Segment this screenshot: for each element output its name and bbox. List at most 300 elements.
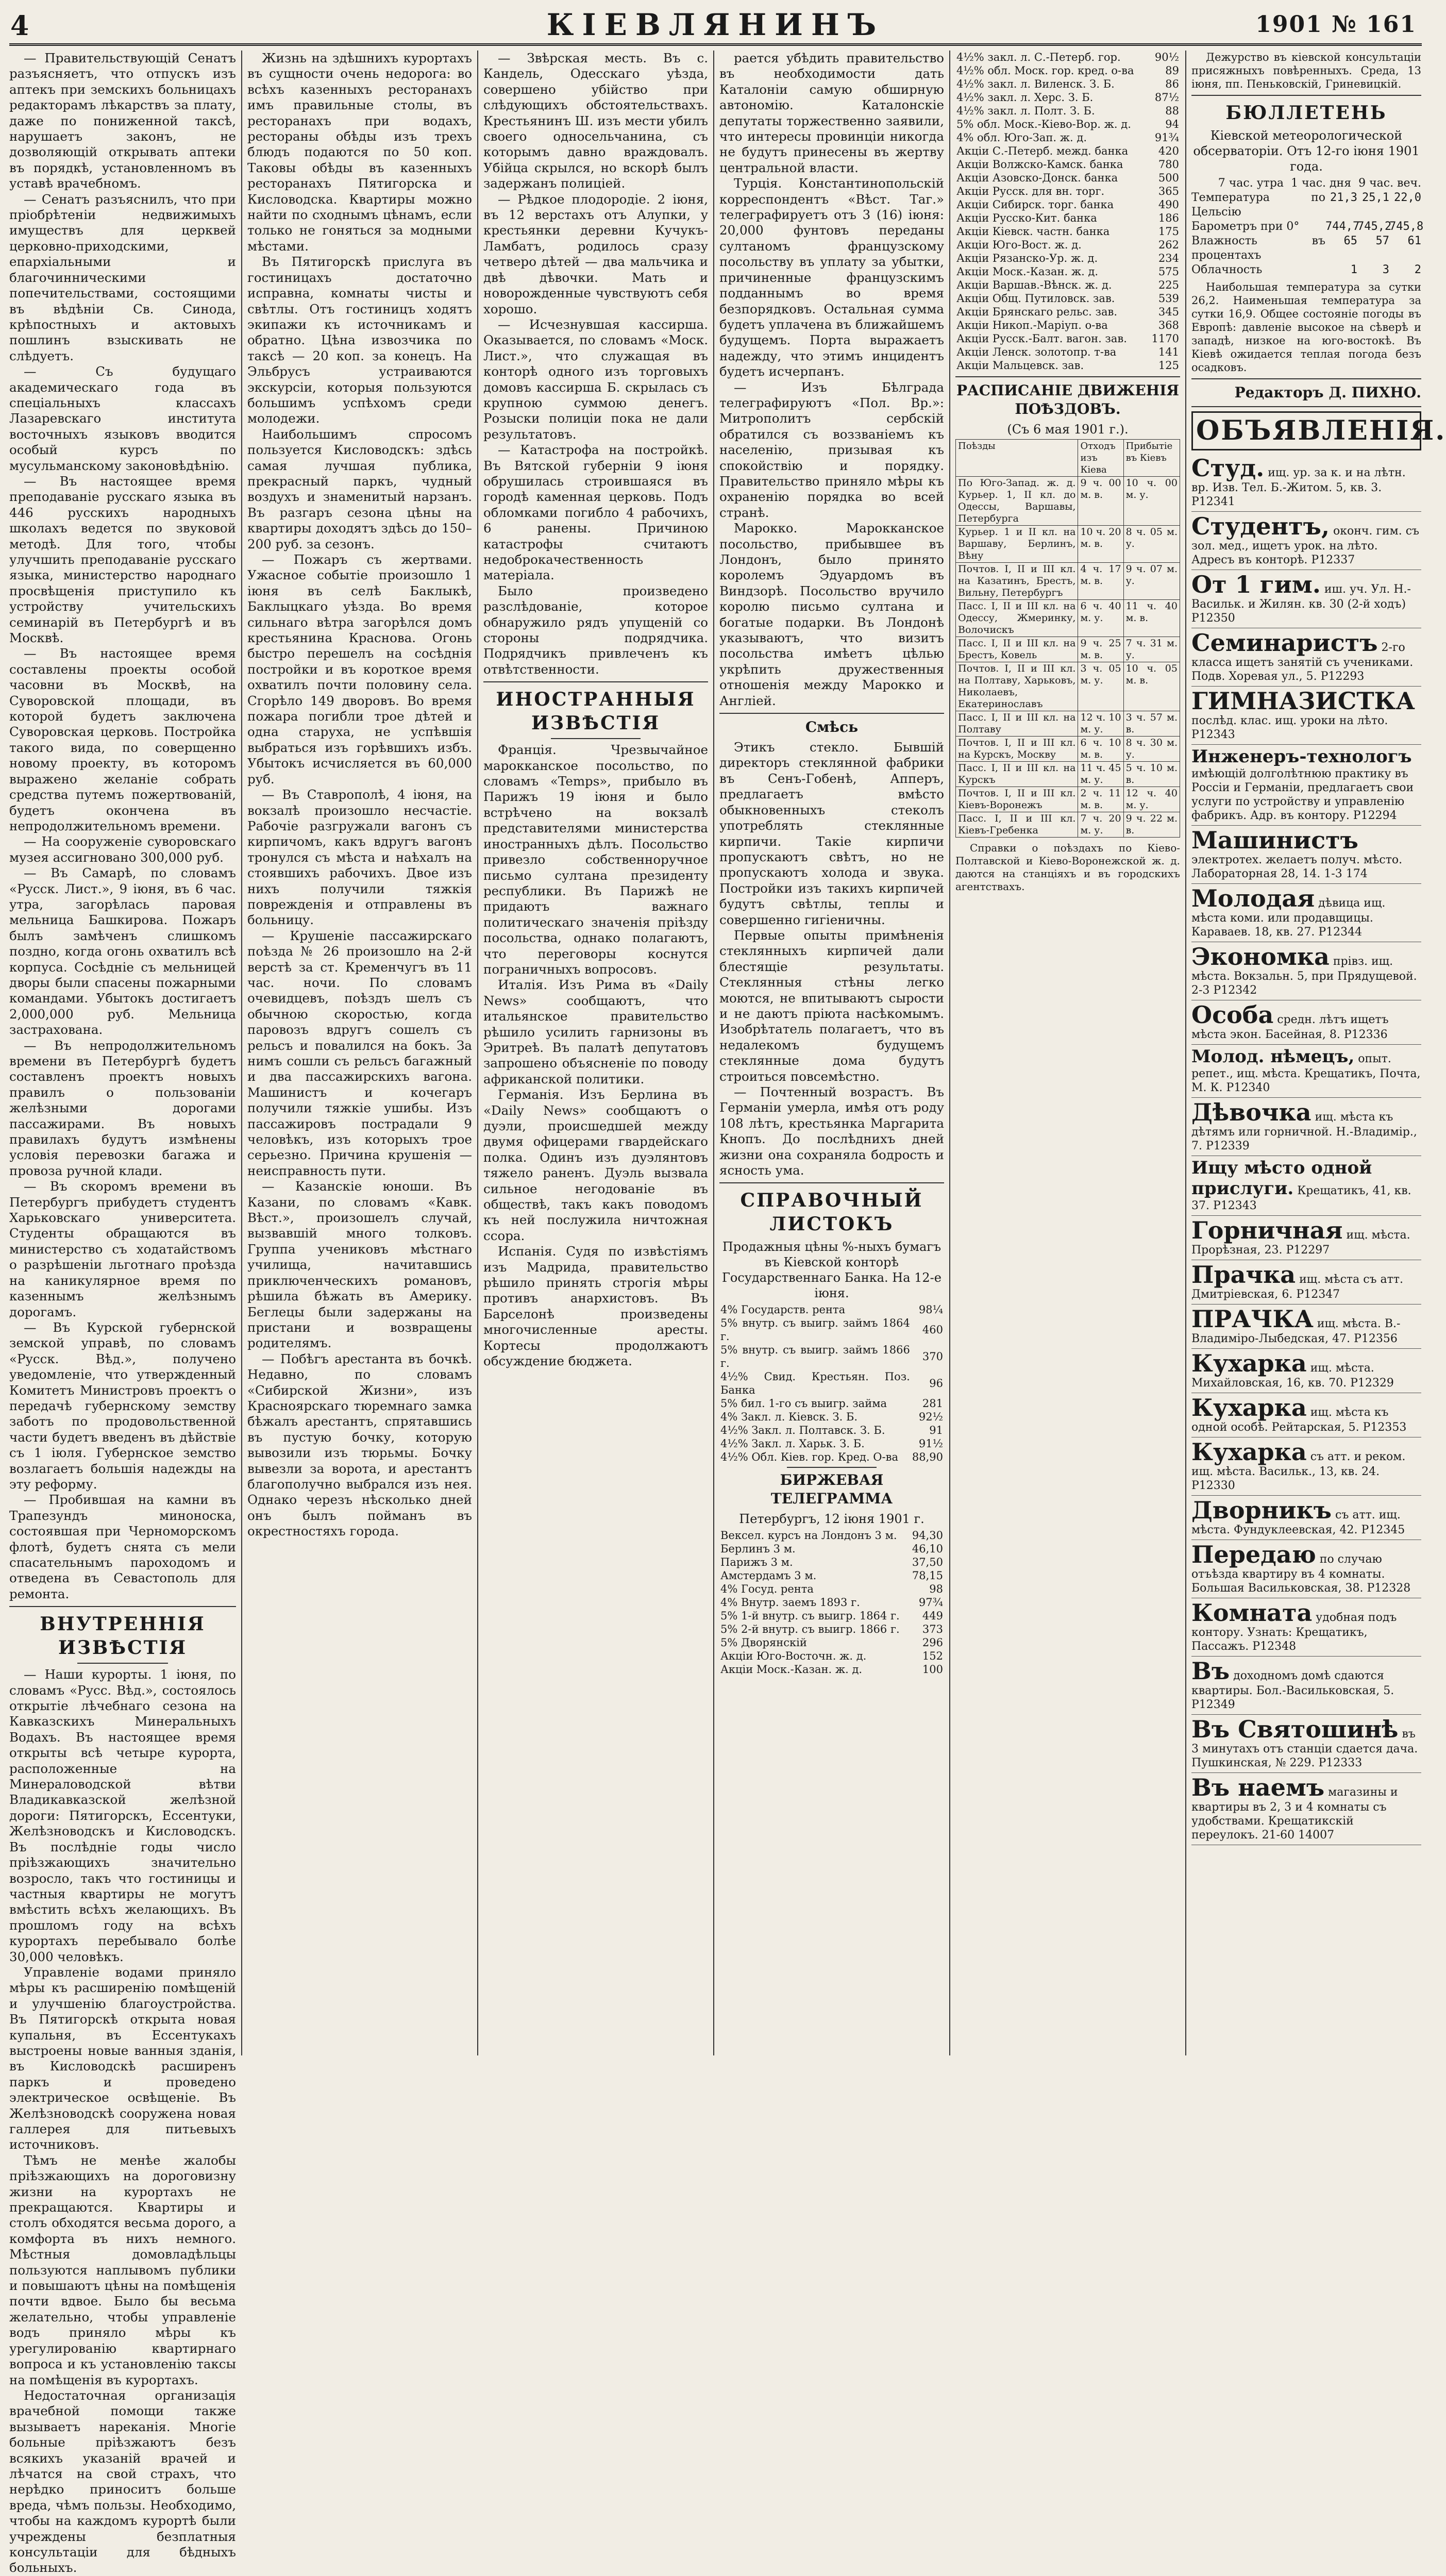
price-row <box>955 305 1180 319</box>
security-price: 281 <box>922 1397 943 1410</box>
train-name: Пасс. I, II и III кл. на Одессу, Жмеринку, Волочискъ <box>956 600 1078 637</box>
security-name: Акціи Моск.-Казан. ж. д. <box>956 265 1099 278</box>
price-row <box>955 278 1180 292</box>
securities-price-table <box>719 1303 944 1464</box>
schedule-row <box>956 737 1180 762</box>
security-price: 152 <box>922 1650 943 1663</box>
price-row <box>955 144 1180 158</box>
train-schedule-title: РАСПИСАНІЕ ДВИЖЕНІЯ ПОѢЗДОВЪ. <box>956 382 1180 417</box>
classified-ad <box>1191 1657 1421 1715</box>
ad-headline: Семинаристъ <box>1191 629 1378 657</box>
section-rule <box>483 681 708 682</box>
bulletin-row <box>1191 220 1424 234</box>
ad-headline: Въ Святошинѣ <box>1191 1715 1399 1743</box>
classified-ad <box>1191 1393 1421 1437</box>
classified-ad <box>1191 570 1421 628</box>
arrival-time: 9 ч. 07 м. у. <box>1123 563 1180 600</box>
news-paragraph: — Въ Ставрополѣ, 4 іюня, на вокзалѣ произошло несчастіе. Рабочіе разгружали вагонъ съ кирпичомъ, какъ вдругъ вагонъ тронулся съ мѣста и наѣхалъ на стоявшихъ рабочихъ. Двое изъ нихъ получили тяжкія поврежденія и отправлены въ больницу. <box>247 787 472 928</box>
section-rule <box>9 1606 236 1607</box>
security-price: 91 <box>929 1424 943 1437</box>
news-paragraph: — Крушеніе пассажирскаго поѣзда № 26 произошло на 2-й верстѣ за ст. Кременчугъ въ 11 час. ночи. По словамъ очевидцевъ, поѣздъ шелъ съ обычною скоростью, когда паровозъ вдругъ сошелъ съ рельсъ и повалился на бокъ. За нимъ сошли съ рельсъ багажный и два пассажирскихъ вагона. Машинистъ и кочегаръ получили тяжкіе ушибы. Изъ пассажировъ пострадали 9 человѣкъ, изъ которыхъ трое серьезно. Причина крушенія — неисправность пути. <box>247 928 472 1178</box>
ad-headline: Молод. нѣмецъ, <box>1191 1046 1355 1067</box>
security-price: 141 <box>1158 346 1179 358</box>
price-row <box>955 292 1180 305</box>
miscellany-paragraph: — Почтенный возрастъ. Въ Германіи умерла, имѣя отъ роду 108 лѣтъ, крестьянка Маргарита Кнопъ. До послѣднихъ дней жизни она сохраняла бодрость и ясность ума. <box>719 1084 944 1178</box>
column-5 <box>955 51 1180 2055</box>
ad-text: оконч. гим. съ зол. мед., ищетъ урок. на лѣто. Адресъ въ конторѣ. Р12337 <box>1191 525 1420 566</box>
security-name: 4½% закл. л. Херс. З. Б. <box>956 91 1094 104</box>
price-row <box>955 104 1180 118</box>
arrival-time: 8 ч. 30 м. у. <box>1123 737 1180 762</box>
security-name: Акціи Юго-Вост. ж. д. <box>956 239 1082 251</box>
security-name: 5% внутр. съ выигр. займъ 1866 г. <box>720 1344 910 1370</box>
security-price: 46,10 <box>912 1543 943 1555</box>
price-row <box>719 1663 944 1676</box>
security-name: 4½% закл. л. Виленск. З. Б. <box>956 78 1115 90</box>
security-name: 4% Государств. рента <box>720 1303 846 1316</box>
security-name: Акціи Никоп.-Маріуп. о-ва <box>956 319 1108 331</box>
security-price: 94 <box>1165 118 1179 130</box>
arrival-time: 10 ч. 00 м. у. <box>1123 477 1180 526</box>
bulletin-value: 744,7 <box>1325 220 1360 233</box>
classified-ad <box>1191 1496 1421 1540</box>
schedule-row <box>956 787 1180 812</box>
schedule-col-header: Отходъ изъ Кіева <box>1078 440 1123 477</box>
price-row <box>955 319 1180 332</box>
security-price: 345 <box>1158 306 1179 318</box>
security-name: Акціи Брянскаго рельс. зав. <box>956 306 1117 318</box>
section-title-foreign-news: ИНОСТРАННЫЯ ИЗВѢСТІЯ <box>496 689 696 734</box>
news-paragraph: Было произведено разслѣдованіе, которое обнаружило рядъ упущеній со стороны подрядчика. Подрядчикъ привлеченъ къ отвѣтственности. <box>483 583 708 677</box>
section-rule <box>1191 406 1421 407</box>
price-row <box>955 332 1180 345</box>
news-paragraph: — Побѣгъ арестанта въ бочкѣ. Недавно, по словамъ «Сибирской Жизни», изъ Красноярскаго тюремнаго замка бѣжалъ арестантъ, спрятавшись въ пустую бочку, которую вывозили изъ тюрьмы. Бочку вывезли за ворота, и арестантъ благополучно выбрался изъ нея. Однако черезъ нѣсколько дней онъ былъ пойманъ въ окрестностяхъ города. <box>247 1351 472 1539</box>
column-2 <box>247 51 472 2055</box>
exchange-rate-table <box>719 1529 944 1676</box>
price-row <box>719 1370 944 1397</box>
price-row <box>955 225 1180 238</box>
ad-text: по случаю отъѣзда квартиру въ 4 комнаты. Большая Васильковская, 38. Р12328 <box>1191 1553 1411 1595</box>
classified-ad <box>1191 1000 1421 1045</box>
train-name: Почтов. I, II и III кл. на Полтаву, Харьковъ, Николаевъ, Екатеринославъ <box>956 662 1078 711</box>
classified-ad <box>1191 1156 1421 1216</box>
ad-text: электротех. желаетъ получ. мѣсто. Лабораторная 28, 14. 1-3 174 <box>1191 854 1403 880</box>
classified-ad <box>1191 1260 1421 1304</box>
price-row <box>955 252 1180 265</box>
ad-text: средн. лѣтъ ищетъ мѣста экон. Басейная, 8. Р12336 <box>1191 1013 1389 1041</box>
security-price: 186 <box>1158 212 1179 224</box>
ad-text: дѣвица ищ. мѣста коми. или продавщицы. Караваев. 18, кв. 27. Р12344 <box>1191 897 1386 939</box>
security-price: 96 <box>929 1377 943 1390</box>
security-name: 4% обл. Юго-Зап. ж. д. <box>956 131 1087 144</box>
classified-ad <box>1191 1304 1421 1349</box>
schedule-row <box>956 711 1180 737</box>
price-row <box>719 1397 944 1410</box>
departure-time: 6 ч. 40 м. у. <box>1078 600 1123 637</box>
ad-text: ищ. мѣста. Прорѣзная, 23. Р12297 <box>1191 1229 1410 1257</box>
security-name: 4½% Обл. Кіев. гор. Кред. О-ва <box>720 1451 898 1464</box>
train-name: Курьер. 1 и II кл. на Варшаву, Берлинъ, Вѣну <box>956 526 1078 563</box>
train-name: Почтов. I, II и III кл. на Курскъ, Москву <box>956 737 1078 762</box>
security-price: 91½ <box>918 1437 943 1450</box>
bulletin-value: 65 <box>1343 235 1357 247</box>
classified-ad <box>1191 1045 1421 1098</box>
reference-sheet-title: СПРАВОЧНЫЙ ЛИСТОКЪ <box>740 1190 923 1235</box>
ad-text: съ атт. и реком. ищ. мѣста. Васильк., 13, кв. 24. Р12330 <box>1191 1450 1406 1492</box>
train-name: Пасс. I, II и III кл. на Брестъ, Ковель <box>956 637 1078 662</box>
schedule-row <box>956 762 1180 787</box>
price-row <box>955 185 1180 198</box>
price-row <box>955 198 1180 211</box>
ad-headline: Передаю <box>1191 1541 1316 1568</box>
classified-ad <box>1191 628 1421 687</box>
news-paragraph: — Наши курорты. 1 іюня, по словамъ «Русс. Вѣд.», состоялось открытіе лѣчебнаго сезона на Кавказскихъ Минеральныхъ Водахъ. Въ настоящее время открыты всѣ четыре курорта, расположенные на Минераловодской вѣтви Владикавказской желѣзной дороги: Пятигорскъ, Ессентуки, Желѣзноводскъ и Кисловодскъ. Въ послѣдніе годы число пріѣзжающихъ значительно возросло, такъ что гостиницы и частныя квартиры не могутъ вмѣстить всѣхъ желающихъ. Въ прошломъ году на всѣхъ курортахъ перебывало болѣе 30,000 человѣкъ. <box>9 1667 236 1964</box>
security-price: 88 <box>1165 105 1179 117</box>
ad-text: съ атт. ищ. мѣста. Фундуклеевская, 42. Р12345 <box>1191 1509 1405 1536</box>
price-row <box>955 77 1180 91</box>
price-row <box>719 1636 944 1649</box>
price-row <box>719 1316 944 1343</box>
train-name: Почтов. I, II и III кл. Кіевъ-Воронежъ <box>956 787 1078 812</box>
news-paragraph: Недостаточная организація врачебной помощи также вызываетъ нареканія. Многіе больные пріѣзжаютъ безъ всякихъ указаній врачей и лѣчатся на свой страхъ, что нерѣдко приноситъ больше вреда, чѣмъ пользы. Необходимо, чтобы на каждомъ курортѣ были учреждены безплатныя консультаціи для бѣдныхъ больныхъ. <box>9 2387 236 2575</box>
ad-headline: Студентъ, <box>1191 512 1330 540</box>
price-row <box>955 171 1180 185</box>
ad-text: ищ. мѣста. Михайловская, 16, кв. 70. Р12329 <box>1191 1362 1394 1390</box>
train-name: Пасс. I, II и III кл. Кіевъ-Гребенка <box>956 812 1078 838</box>
news-paragraph: — Съ будущаго академическаго года въ спеціальныхъ классахъ Лазаревскаго института восточныхъ языковъ вводится особый курсъ по мусульманскому законовѣдѣнію. <box>9 364 236 473</box>
news-paragraph: — Пожаръ съ жертвами. Ужасное событіе произошло 1 іюня въ селѣ Баклыкѣ, Баклыцкаго уѣзда. Во время сильнаго вѣтра загорѣлся домъ крестьянина Краснова. Огонь быстро перешелъ на сосѣднія постройки и въ короткое время охватилъ почти половину села. Сгорѣло 149 дворовъ. Во время пожара погибли трое дѣтей и одна старуха, не успѣвшія выбраться изъ горѣвшихъ избъ. Убытокъ исчисляется въ 60,000 руб. <box>247 552 472 787</box>
schedule-row <box>956 600 1180 637</box>
price-row <box>719 1410 944 1424</box>
security-name: 5% бил. 1-го съ выигр. займа <box>720 1397 887 1410</box>
ad-headline: Особа <box>1191 1001 1274 1029</box>
security-price: 234 <box>1158 252 1179 264</box>
foreign-news-paragraph: Италія. Изъ Рима въ «Daily News» сообщаютъ, что итальянское правительство рѣшило усилить гарнизоны въ Эритреѣ. Въ палатѣ депутатовъ запрошено объясненіе по поводу африканской политики. <box>483 977 708 1086</box>
section-rule <box>787 1467 877 1468</box>
foreign-news-paragraph: Франція. Чрезвычайное марокканское посольство, по словамъ «Temps», прибыло въ Парижъ 19 іюня и было встрѣчено на вокзалѣ представителями министерства иностранныхъ дѣлъ. Посольство привезло собственноручное письмо султана президенту республики. Въ Парижѣ не придаютъ важнаго политическаго значенія пріѣзду посольства, однако полагаютъ, что переговоры коснутся пограничныхъ вопросовъ. <box>483 742 708 977</box>
news-paragraph: — Въ непродолжительномъ времени въ Петербургѣ будетъ составленъ проектъ новыхъ правилъ о пользованіи желѣзными дорогами пассажирами. Въ новыхъ правилахъ будутъ измѣнены условія перевозки багажа и провоза ручной клади. <box>9 1038 236 1178</box>
news-paragraph: — Въ скоромъ времени въ Петербургъ прибудетъ студентъ Харьковскаго университета. Студенты обращаются въ министерство съ ходатайствомъ о разрѣшеніи льготнаго проѣзда на каникулярное время по казеннымъ желѣзнымъ дорогамъ. <box>9 1179 236 1319</box>
bulletin-value: 2 <box>1414 263 1421 276</box>
classified-ad <box>1191 1216 1421 1260</box>
security-name: 4½% закл. л. Полт. З. Б. <box>956 105 1095 117</box>
ad-text: послѣд. клас. ищ. уроки на лѣто. Р12343 <box>1191 714 1388 741</box>
security-name: 5% внутр. съ выигр. займъ 1864 г. <box>720 1317 910 1343</box>
reference-sheet-subtitle: Продажныя цѣны %-ныхъ бумагъ въ Кіевской конторѣ Государственнаго Банка. На 12-е іюня. <box>722 1240 941 1301</box>
ad-headline: Кухарка <box>1191 1394 1307 1421</box>
news-paragraph: Тѣмъ не менѣе жалобы пріѣзжающихъ на дороговизну жизни на курортахъ не прекращаются. Квартиры и столъ обходятся весьма дорого, а комфорта въ нихъ немного. Мѣстныя домовладѣльцы пользуются наплывомъ публики и повышаютъ цѣны на помѣщенія почти вдвое. Было бы весьма желательно, чтобы управленіе водъ приняло мѣры къ урегулированію квартирнаго вопроса и къ установленію таксы на помѣщенія въ курортахъ. <box>9 2152 236 2387</box>
price-row <box>719 1450 944 1464</box>
bulletin-value: 22,0 <box>1394 191 1421 204</box>
security-price: 98¼ <box>918 1303 943 1316</box>
security-price: 370 <box>922 1350 943 1363</box>
classified-ad <box>1191 884 1421 942</box>
ad-headline: ГИМНАЗИСТКА <box>1191 687 1415 715</box>
security-price: 98 <box>929 1583 943 1596</box>
arrival-time: 12 ч. 40 м. у. <box>1123 787 1180 812</box>
train-name: По Юго-Запад. ж. д. Курьер. 1, II кл. до Одессы, Варшавы, Петербурга <box>956 477 1078 526</box>
exchange-telegram-date: Петербургъ, 12 іюня 1901 г. <box>739 1512 924 1527</box>
ad-text: доходномъ домѣ сдаются квартиры. Бол.-Васильковская, 5. Р12349 <box>1191 1669 1394 1711</box>
ad-headline: Экономка <box>1191 943 1330 971</box>
arrival-time: 8 ч. 05 м. у. <box>1123 526 1180 563</box>
bulletin-row <box>1191 263 1421 277</box>
news-paragraph: Турція. Константинопольскій корреспондентъ «Вѣст. Таг.» телеграфируетъ отъ 3 (16) іюня: 20,000 фунтовъ переданы султаномъ французскому посольству въ уплату за убытки, причиненные французскимъ подданнымъ во время безпорядковъ. Остальная сумма будетъ уплачена въ ближайшемъ будущемъ. Порта выражаетъ надежду, что этимъ инцидентъ будетъ исчерпанъ. <box>719 176 944 379</box>
news-paragraph: Въ Пятигорскѣ прислуга въ гостиницахъ достаточно исправна, комнаты чисты и свѣтлы. Отъ гостиницъ ходятъ экипажи къ источникамъ и обратно. Цѣна извозчика по таксѣ — 20 коп. за конецъ. На Эльбрусъ устраиваются экскурсіи, которыя пользуются большимъ успѣхомъ среди молодежи. <box>247 254 472 426</box>
news-paragraph: — Пробившая на камни въ Трапезундъ миноноска, состоявшая при Черноморскомъ флотѣ, будетъ снята съ мели спасательнымъ пароходомъ и отведена въ Севастополь для ремонта. <box>9 1492 236 1601</box>
price-row <box>955 238 1180 252</box>
newspaper-page <box>9 0 1446 2575</box>
ad-text: имѣющій долголѣтнюю практику въ Россіи и Германіи, предлагаетъ свои услуги по устройству и управленію фабрикъ. Адр. въ контору. Р12294 <box>1191 767 1414 822</box>
security-name: Парижъ 3 м. <box>720 1556 793 1569</box>
security-name: 4% Закл. л. Кіевск. З. Б. <box>720 1411 858 1424</box>
section-rule <box>719 1182 944 1183</box>
column-3 <box>483 51 708 2055</box>
classified-ad <box>1191 512 1421 570</box>
editor-line: Редакторъ Д. ПИХНО. <box>1234 384 1421 401</box>
security-price: 368 <box>1158 319 1179 331</box>
classified-ad <box>1191 1098 1421 1156</box>
security-name: Акціи Юго-Восточн. ж. д. <box>720 1650 867 1663</box>
price-row <box>955 265 1180 278</box>
bulletin-value: 745,8 <box>1389 220 1424 233</box>
security-name: 4½% Закл. л. Харьк. З. Б. <box>720 1437 865 1450</box>
section-rule <box>1191 95 1421 96</box>
schedule-note: Справки о поѣздахъ по Кіево-Полтавской и Кіево-Воронежской ж. д. даются на станціяхъ и въ городскихъ агентствахъ. <box>955 842 1180 893</box>
news-paragraph: Управленіе водами приняло мѣры къ расширенію помѣщеній и улучшенію благоустройства. Въ Пятигорскѣ открыта новая купальня, въ Ессентукахъ выстроены новые ванныя зданія, въ Кисловодскѣ расширенъ паркъ и проведено электрическое освѣщеніе. Въ Желѣзноводскѣ сооружена новая галлерея для питьевыхъ источниковъ. <box>9 1964 236 2152</box>
ad-headline: Комната <box>1191 1599 1313 1627</box>
security-name: Акціи Азовско-Донск. банка <box>956 172 1118 184</box>
security-price: 225 <box>1158 279 1179 291</box>
ad-text: ищ. мѣста къ одной особѣ. Рейтарская, 5. Р12353 <box>1191 1406 1407 1434</box>
section-rule <box>1191 378 1421 379</box>
bulletin-hour: 1 час. дня <box>1291 177 1352 190</box>
price-row <box>719 1622 944 1636</box>
ad-headline: Инженеръ-технологъ <box>1191 746 1412 767</box>
classified-ad <box>1191 454 1421 512</box>
train-name: Пасс. I, II и III кл. на Курскъ <box>956 762 1078 787</box>
bulletin-label: Барометръ при 0° <box>1191 220 1300 233</box>
ad-headline: ПРАЧКА <box>1191 1305 1314 1333</box>
bulletin-row <box>1191 234 1421 263</box>
news-paragraph: — На сооруженіе суворовскаго музея ассигновано 300,000 руб. <box>9 834 236 865</box>
bulletin-label: Облачность <box>1191 263 1263 276</box>
security-name: Акціи Волжско-Камск. банка <box>956 158 1123 171</box>
section-rule <box>551 738 641 739</box>
ad-headline: От 1 гим. <box>1191 571 1321 598</box>
price-row <box>955 131 1180 144</box>
security-price: 262 <box>1158 239 1179 251</box>
security-name: 4% Госуд. рента <box>720 1583 814 1596</box>
section-title-internal-news: ВНУТРЕННІЯ ИЗВѢСТІЯ <box>40 1613 206 1659</box>
ad-text: магазины и квартиры въ 2, 3 и 4 комнаты съ удобствами. Крещатикскій переулокъ. 21-60 14007 <box>1191 1786 1398 1842</box>
departure-time: 12 ч. 10 м. у. <box>1078 711 1123 737</box>
ad-headline: Горничная <box>1191 1216 1343 1244</box>
ad-headline: Дѣвочка <box>1191 1098 1312 1126</box>
ad-headline: Ищу мѣсто одной прислуги. <box>1191 1158 1372 1199</box>
departure-time: 7 ч. 20 м. у. <box>1078 812 1123 838</box>
security-name: Акціи С.-Петерб. межд. банка <box>956 145 1129 157</box>
security-price: 125 <box>1158 359 1179 372</box>
security-name: Акціи Моск.-Казан. ж. д. <box>720 1663 863 1676</box>
security-price: 575 <box>1158 265 1179 278</box>
departure-time: 11 ч. 45 м. у. <box>1078 762 1123 787</box>
price-row <box>955 91 1180 104</box>
price-row <box>955 345 1180 359</box>
ad-headline: Кухарка <box>1191 1349 1307 1377</box>
security-price: 100 <box>922 1663 943 1676</box>
price-row <box>719 1303 944 1316</box>
security-name: 4½% обл. Моск. гор. кред. о-ва <box>956 64 1134 77</box>
arrival-time: 7 ч. 31 м. у. <box>1123 637 1180 662</box>
security-price: 1170 <box>1151 332 1179 345</box>
schedule-col-header: Прибытіе въ Кіевъ <box>1123 440 1180 477</box>
security-price: 89 <box>1165 64 1179 77</box>
security-name: 4% Внутр. заемъ 1893 г. <box>720 1596 860 1609</box>
price-row <box>955 64 1180 77</box>
security-name: 5% 2-й внутр. съ выигр. 1866 г. <box>720 1623 900 1636</box>
bulletin-value: 25,1 <box>1362 191 1389 204</box>
departure-time: 3 ч. 05 м. у. <box>1078 662 1123 711</box>
masthead-rule <box>9 43 1422 46</box>
security-name: 4½% закл. л. С.-Петерб. гор. <box>956 51 1121 63</box>
ad-text: ищ. ур. за к. и на лѣтн. вр. Изв. Тел. Б.-Житом. 5, кв. 3. Р12341 <box>1191 466 1406 508</box>
column-4 <box>719 51 944 2055</box>
foreign-news-paragraph: Германія. Изъ Берлина въ «Daily News» сообщаютъ о дуэли, происшедшей между двумя офицерами гвардейскаго полка. Одинъ изъ дуэлянтовъ тяжело раненъ. Дуэль вызвала сильное негодованіе въ обществѣ, такъ какъ поводомъ къ ней послужила ничтожная ссора. <box>483 1087 708 1243</box>
page-number: 4 <box>10 10 29 42</box>
news-paragraph: — Рѣдкое плодородіе. 2 іюня, въ 12 верстахъ отъ Алупки, у крестьянки деревни Кучукъ-Ламбатъ, родилось сразу четверо дѣтей — два мальчика и двѣ дѣвочки. Мать и новорожденные чувствуютъ себя хорошо. <box>483 191 708 316</box>
security-name: 5% Дворянскій <box>720 1636 807 1649</box>
departure-time: 4 ч. 17 м. в. <box>1078 563 1123 600</box>
exchange-telegram-title: БИРЖЕВАЯ ТЕЛЕГРАММА <box>770 1471 893 1508</box>
schedule-row <box>956 662 1180 711</box>
price-row <box>719 1529 944 1542</box>
classified-ad <box>1191 1540 1421 1598</box>
security-price: 37,50 <box>912 1556 943 1569</box>
bulletin-value: 3 <box>1382 263 1389 276</box>
classified-ad <box>1191 1437 1421 1496</box>
news-paragraph: Наибольшимъ спросомъ пользуется Кисловодскъ: здѣсь самая лучшая публика, прекрасный паркъ, чудный воздухъ и знаменитый нарзанъ. Въ разгаръ сезона цѣны на квартиры доходятъ здѣсь до 150–200 руб. за сезонъ. <box>247 426 472 551</box>
ad-text: въ 3 минутахъ отъ станціи сдается дача. Пушкинская, № 229. Р12333 <box>1191 1728 1418 1769</box>
news-paragraph: — Правительствующій Сенатъ разъясняетъ, что отпускъ изъ аптекъ при земскихъ больницахъ редакторамъ лѣкарствъ за плату, даже по пониженной таксѣ, нарушаетъ законъ, не дозволяющій открывать аптеки въ порядкѣ, установленномъ въ уставѣ врачебномъ. <box>9 51 236 191</box>
security-price: 87½ <box>1154 91 1179 104</box>
security-price: 449 <box>922 1610 943 1622</box>
ad-text: Крещатикъ, 41, кв. 37. Р12343 <box>1191 1184 1411 1212</box>
news-paragraph: — Катастрофа на постройкѣ. Въ Вятской губерніи 9 іюня обрушилась строившаяся въ городѣ каменная церковь. Подъ обломками погибло 4 рабочихъ, 6 ранены. Причиною катастрофы считаютъ недоброкачественность матеріала. <box>483 442 708 583</box>
issue-number: 1901 № 161 <box>1255 11 1417 38</box>
ad-headline: Въ <box>1191 1657 1230 1685</box>
masthead <box>9 7 1422 41</box>
news-paragraph: — Казанскіе юноши. Въ Казани, по словамъ «Кавк. Вѣст.», произошелъ случай, вызвавшій много толковъ. Группа учениковъ мѣстнаго училища, начитавшись приключенческихъ романовъ, рѣшила бѣжать въ Америку. Беглецы были задержаны на пристани и возвращены родителямъ. <box>247 1179 472 1351</box>
price-row <box>719 1649 944 1663</box>
schedule-row <box>956 563 1180 600</box>
securities-list-table <box>955 51 1180 372</box>
news-paragraph: — Въ настоящее время составлены проекты особой часовни въ Москвѣ, на Суворовской площади, въ которой будетъ заключена Суворовская церковь. Постройка такого вида, по соверщенно новому проекту, въ которомъ выражено желаніе собрать средства путемъ пожертвованій, будетъ окончена въ непродолжительномъ времени. <box>9 646 236 833</box>
bulletin-subtitle: Кіевской метеорологической обсерваторіи. Отъ 12-го іюня 1901 года. <box>1193 128 1420 174</box>
price-row <box>719 1424 944 1437</box>
security-price: 92½ <box>918 1411 943 1424</box>
classified-ad <box>1191 826 1421 884</box>
price-row <box>719 1542 944 1555</box>
price-row <box>719 1582 944 1596</box>
security-price: 365 <box>1158 185 1179 197</box>
news-paragraph: — Въ настоящее время преподаваніе русскаго языка въ 446 русскихъ народныхъ школахъ ведется по звуковой методѣ. Для того, чтобы улучшить преподаваніе русскаго языка, министерство народнаго просвѣщенія приступило къ устройству учительскихъ семинарій въ Петербургѣ и въ Москвѣ. <box>9 473 236 646</box>
news-paragraph: — Изъ Бѣлграда телеграфируютъ «Пол. Вр.»: Митрополитъ сербскій обратился съ воззваніемъ къ населенію, призывая къ спокойствію и порядку. Правительство приняло мѣры къ охраненію порядка во всей странѣ. <box>719 379 944 520</box>
news-paragraph: рается убѣдить правительство въ необходимости дать Каталоніи самую обширную автономію. Каталонскіе депутаты торжественно заявили, что интересы провинціи никогда не будутъ принесены въ жертву центральной власти. <box>719 51 944 175</box>
train-schedule-table <box>955 439 1180 838</box>
price-row <box>719 1569 944 1582</box>
bulletin-value: 57 <box>1375 235 1389 247</box>
security-name: Амстердамъ 3 м. <box>720 1569 817 1582</box>
security-price: 91¾ <box>1154 131 1179 144</box>
bulletin-label: Влажность въ процентахъ <box>1191 235 1325 262</box>
security-price: 88,90 <box>912 1451 943 1464</box>
column-6 <box>1191 51 1446 2055</box>
security-price: 94,30 <box>912 1529 943 1542</box>
section-rule <box>77 1663 168 1664</box>
security-price: 296 <box>922 1636 943 1649</box>
arrival-time: 10 ч. 05 м. в. <box>1123 662 1180 711</box>
security-price: 539 <box>1158 292 1179 305</box>
news-paragraph: — Исчезнувшая кассирша. Оказывается, по словамъ «Моск. Лист.», что служащая въ конторѣ одного изъ торговыхъ домовъ кассирша Б. скрылась съ крупною суммою денегъ. Розыски полиціи пока не дали результатовъ. <box>483 316 708 442</box>
ad-text: ищ. мѣста къ дѣтямъ или горничной. Н.-Владимір., 7. Р12339 <box>1191 1111 1417 1152</box>
bulletin-label: Температура по Цельсію <box>1191 191 1325 219</box>
security-name: 4½% Свид. Крестьян. Поз. Банка <box>720 1370 910 1397</box>
classified-ad <box>1191 1598 1421 1657</box>
ad-text: ищ. мѣста съ атт. Дмитріевская, 6. Р12347 <box>1191 1273 1403 1301</box>
ad-headline: Студ. <box>1191 454 1265 482</box>
schedule-row <box>956 477 1180 526</box>
bulletin-value: 21,3 <box>1330 191 1357 204</box>
ad-text: удобная подъ контору. Узнать: Крещатикъ, Пассажъ. Р12348 <box>1191 1611 1397 1653</box>
security-price: 78,15 <box>912 1569 943 1582</box>
departure-time: 6 ч. 10 м. в. <box>1078 737 1123 762</box>
foreign-news-paragraph: Испанія. Судя по извѣстіямъ изъ Мадрида, правительство рѣшило принять строгія мѣры противъ анархистовъ. Въ Барселонѣ произведены многочисленные аресты. Кортесы продолжаютъ обсуждение бюджета. <box>483 1244 708 1369</box>
ad-headline: Дворникъ <box>1191 1496 1332 1524</box>
classified-ad <box>1191 942 1421 1000</box>
schedule-row <box>956 812 1180 838</box>
price-row <box>719 1596 944 1609</box>
section-rule <box>955 376 1180 377</box>
ad-text: прівз. ищ. мѣста. Вокзальн. 5, при Прядущевой. 2-3 Р12342 <box>1191 955 1417 997</box>
arrival-time: 5 ч. 10 м. в. <box>1123 762 1180 787</box>
security-name: Акціи Русск. для вн. торг. <box>956 185 1105 197</box>
security-price: 490 <box>1158 198 1179 211</box>
price-row <box>719 1437 944 1450</box>
column-1 <box>9 51 236 2575</box>
bulletin-value: 61 <box>1407 235 1421 247</box>
ad-headline: Въ наемъ <box>1191 1774 1325 1801</box>
arrival-time: 3 ч. 57 м. в. <box>1123 711 1180 737</box>
news-paragraph: — Въ Курской губернской земской управѣ, по словамъ «Русск. Вѣд.», получено уведомленіе, что утвержденный Комитетъ Министровъ проектъ о передачѣ губернскому земству заботъ по продовольственной части будетъ введенъ въ дѣйствіе съ 1 іюля. Губернское земство возлагаетъ большія надежды на эту реформу. <box>9 1319 236 1492</box>
price-row <box>955 158 1180 171</box>
train-name: Пасс. I, II и III кл. на Полтаву <box>956 711 1078 737</box>
news-paragraph: Жизнь на здѣшнихъ курортахъ въ сущности очень недорога: во всѣхъ казенныхъ ресторанахъ имъ правильные столы, въ ресторанахъ при водахъ, рестораны обѣды изъ трехъ блюдъ подаются по 50 коп. Таковы обѣды въ казенныхъ ресторанахъ Пятигорска и Кисловодска. Квартиры можно найти по сходнымъ цѣнамъ, если только не гоняться за модными мѣстами. <box>247 51 472 254</box>
bulletin-title: БЮЛЛЕТЕНЬ <box>1225 102 1387 124</box>
ad-headline: Прачка <box>1191 1261 1296 1289</box>
schedule-row <box>956 637 1180 662</box>
bulletin-hour: 9 час. веч. <box>1358 177 1421 190</box>
security-name: Акціи Русско-Кит. банка <box>956 212 1097 224</box>
price-row <box>955 211 1180 225</box>
consultation-notice: Дежурство въ кіевской консультаціи присяжныхъ повѣренныхъ. Среда, 13 іюня, пп. Пеньковскій, Гриневицкій. <box>1191 51 1421 90</box>
arrival-time: 9 ч. 22 м. в. <box>1123 812 1180 838</box>
departure-time: 9 ч. 00 м. в. <box>1078 477 1123 526</box>
security-name: Акціи Кіевск. частн. банка <box>956 225 1110 238</box>
bulletin-value: 745,2 <box>1357 220 1392 233</box>
ad-text: ищ. мѣста. В.-Владиміро-Лыбедская, 47. Р12356 <box>1191 1317 1401 1345</box>
security-price: 97¾ <box>918 1596 943 1609</box>
